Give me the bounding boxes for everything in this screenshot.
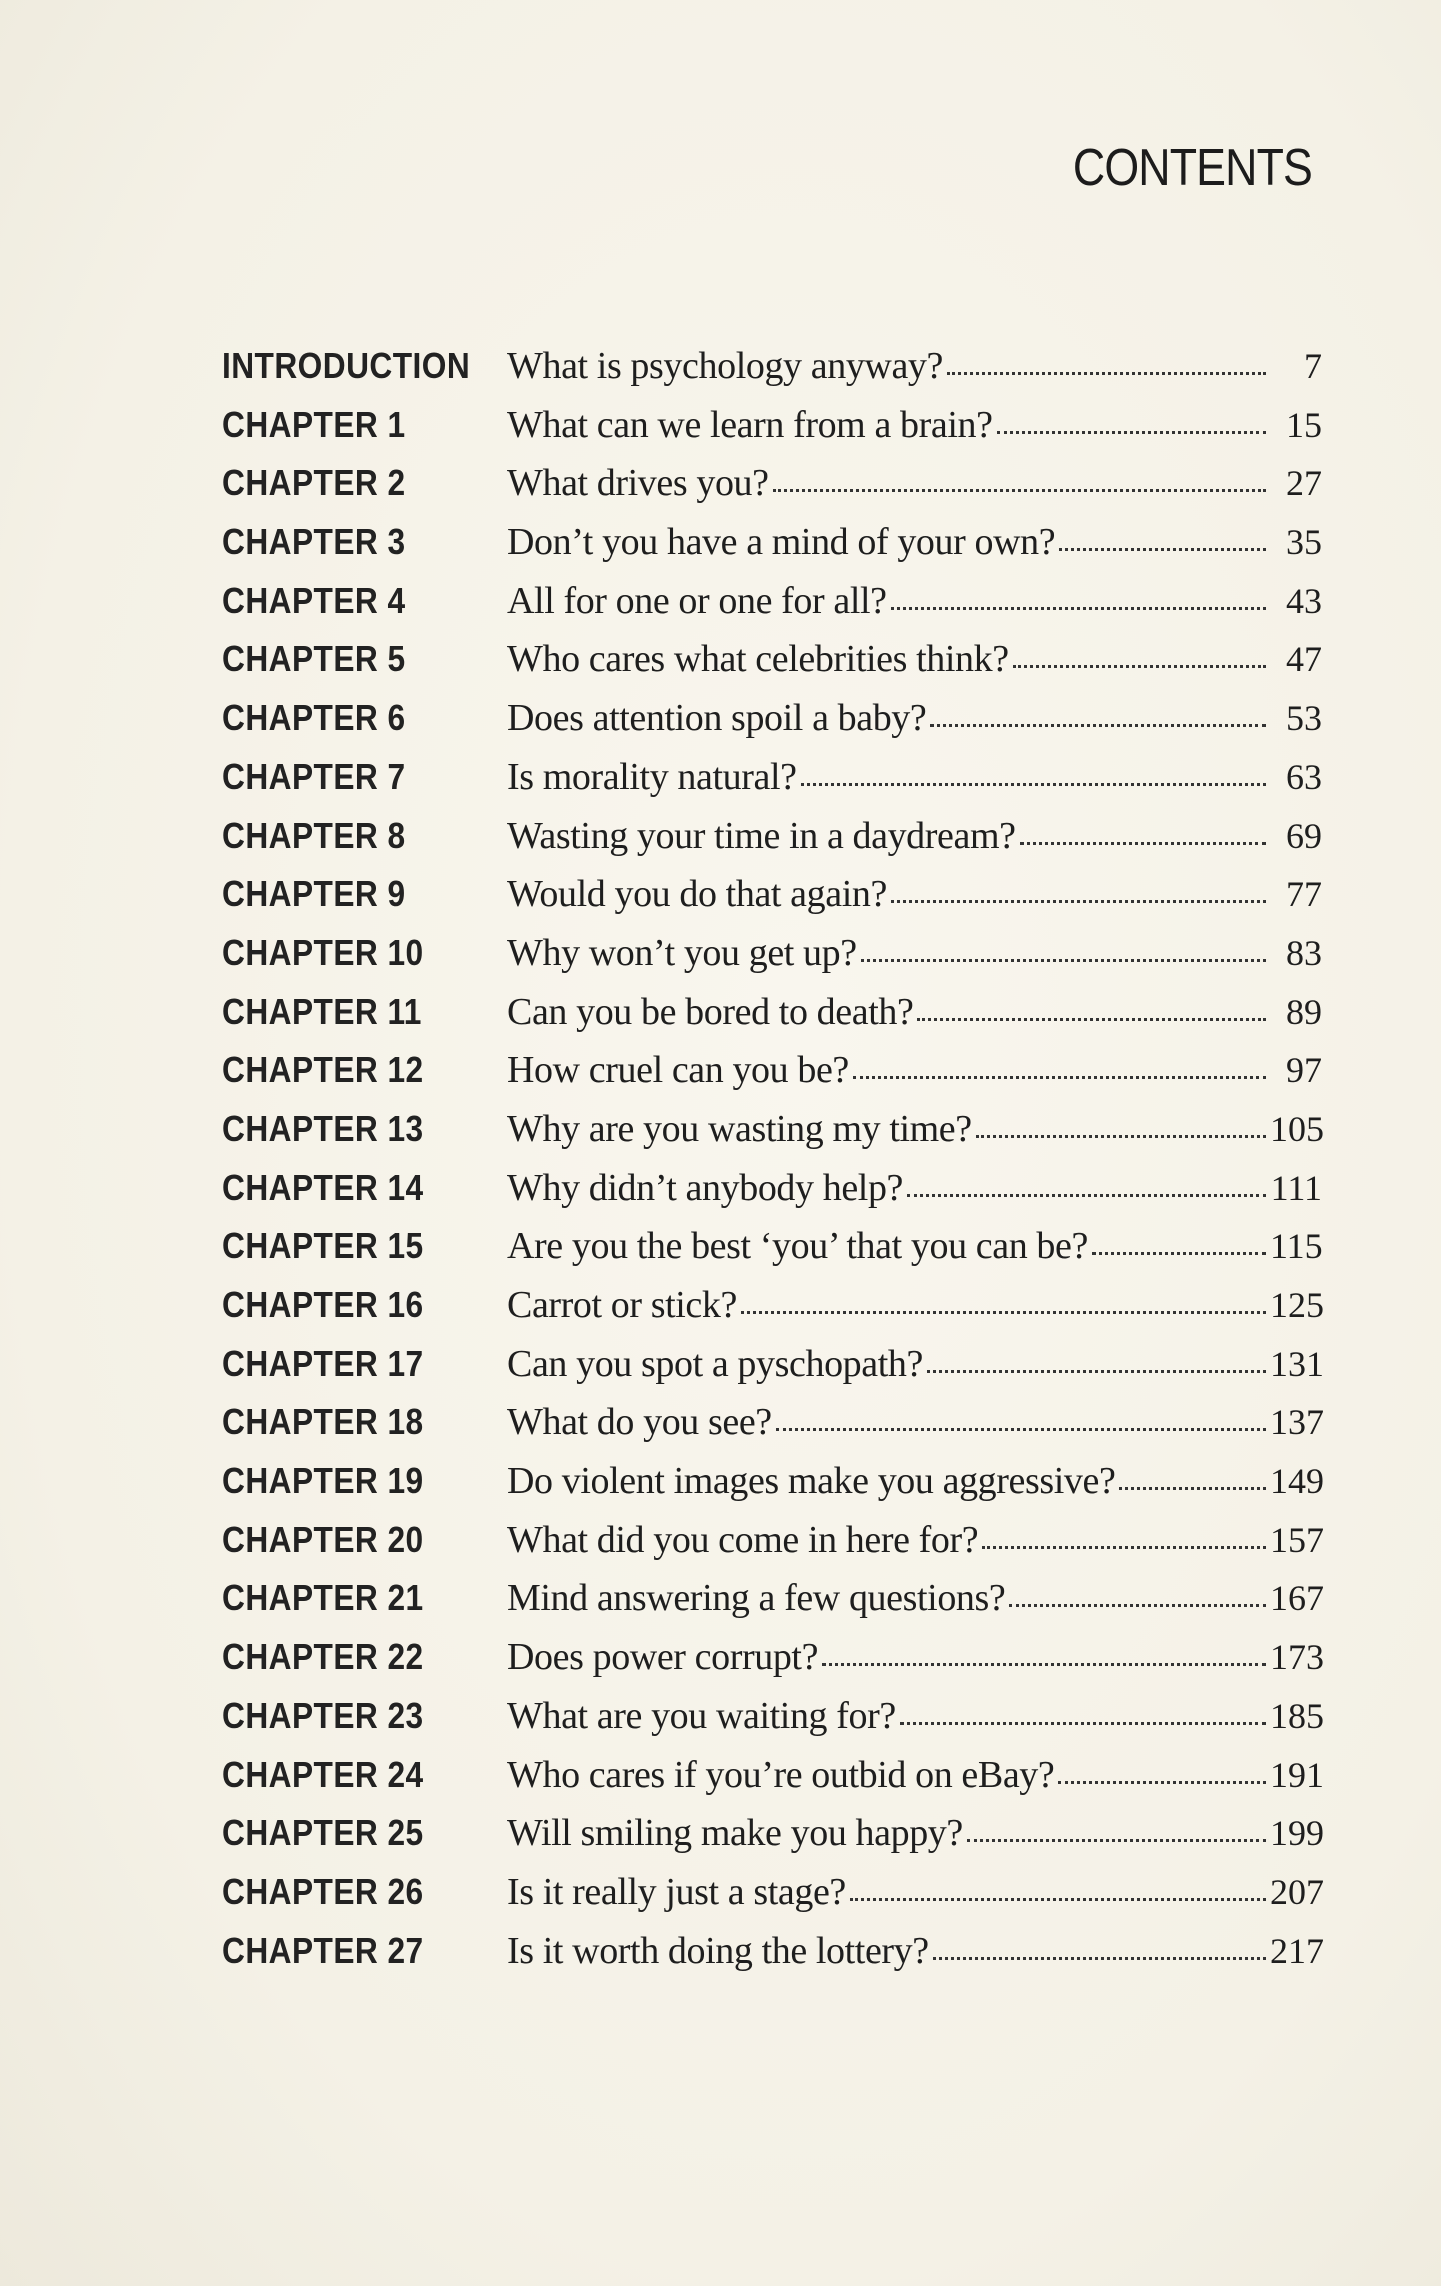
toc-row [222, 1166, 1322, 1225]
page-title: CONTENTS [1072, 139, 1312, 197]
dot-leader [933, 1957, 1266, 1960]
toc-entry [507, 872, 1322, 916]
chapter-label: CHAPTER 15 [222, 1225, 424, 1267]
chapter-label: CHAPTER 9 [222, 873, 406, 915]
chapter-title: Why are you wasting my time? [507, 1107, 972, 1150]
chapter-label: CHAPTER 6 [222, 697, 406, 739]
chapter-label: CHAPTER 7 [222, 755, 406, 797]
chapter-title: Carrot or stick? [507, 1284, 737, 1326]
chapter-label: CHAPTER 21 [222, 1577, 424, 1619]
dot-leader [976, 1135, 1266, 1138]
page-number: 157 [1270, 1519, 1324, 1560]
chapter-label: CHAPTER 17 [222, 1342, 424, 1384]
chapter-label: CHAPTER 27 [222, 1929, 424, 1971]
dot-leader [776, 1428, 1266, 1431]
page-number: 63 [1286, 756, 1322, 797]
toc-entry [507, 1576, 1322, 1620]
page-number: 149 [1270, 1461, 1324, 1502]
toc-entry [507, 814, 1322, 858]
page-number: 207 [1270, 1871, 1324, 1912]
toc-entry [507, 637, 1322, 681]
toc-entry [507, 1283, 1322, 1327]
dot-leader [1013, 665, 1266, 668]
toc-entry [507, 520, 1322, 564]
chapter-title: Do violent images make you aggressive? [507, 1460, 1116, 1503]
page-number: 7 [1304, 346, 1322, 386]
chapter-label: CHAPTER 19 [222, 1460, 424, 1502]
chapter-label: CHAPTER 2 [222, 462, 406, 504]
toc-row [222, 1224, 1322, 1283]
chapter-label: CHAPTER 22 [222, 1636, 424, 1678]
chapter-label: CHAPTER 25 [222, 1812, 424, 1854]
dot-leader [861, 959, 1266, 962]
page-number: 27 [1286, 463, 1322, 504]
toc-entry [507, 1870, 1322, 1914]
toc-entry [507, 931, 1322, 975]
chapter-title: What did you come in here for? [507, 1518, 979, 1561]
page-number: 105 [1270, 1108, 1324, 1149]
toc-entry [507, 1342, 1322, 1386]
chapter-title: Is morality natural? [507, 755, 797, 798]
dot-leader [850, 1898, 1266, 1901]
dot-leader [1020, 842, 1266, 845]
page-number: 185 [1270, 1695, 1324, 1736]
toc-entry [507, 1224, 1322, 1268]
dot-leader [967, 1839, 1266, 1842]
chapter-label: CHAPTER 23 [222, 1694, 424, 1736]
table-of-contents [222, 344, 1322, 1987]
toc-entry [507, 1048, 1322, 1092]
dot-leader [853, 1076, 1266, 1079]
toc-entry [507, 990, 1322, 1034]
toc-row [222, 1400, 1322, 1459]
page-number: 199 [1270, 1813, 1324, 1854]
toc-entry [507, 1459, 1322, 1503]
dot-leader [891, 900, 1266, 903]
toc-row [222, 1576, 1322, 1635]
chapter-label: CHAPTER 11 [222, 990, 422, 1032]
page-number: 43 [1286, 580, 1322, 621]
toc-row [222, 755, 1322, 814]
chapter-title: Does attention spoil a baby? [507, 697, 927, 740]
dot-leader [927, 1370, 1266, 1373]
page-number: 35 [1286, 522, 1322, 563]
chapter-label: INTRODUCTION [222, 345, 471, 386]
toc-row [222, 1870, 1322, 1929]
chapter-label: CHAPTER 26 [222, 1870, 424, 1912]
chapter-label: CHAPTER 1 [222, 403, 406, 445]
toc-row [222, 814, 1322, 873]
chapter-label: CHAPTER 4 [222, 579, 406, 621]
toc-row [222, 520, 1322, 579]
toc-entry [507, 1166, 1322, 1210]
toc-row [222, 1811, 1322, 1870]
dot-leader [1092, 1252, 1266, 1255]
chapter-title: What can we learn from a brain? [507, 403, 993, 446]
chapter-title: Why won’t you get up? [507, 931, 857, 974]
chapter-title: Is it really just a stage? [507, 1870, 846, 1913]
chapter-title: Mind answering a few questions? [507, 1577, 1006, 1620]
chapter-title: All for one or one for all? [507, 579, 887, 622]
dot-leader [900, 1722, 1266, 1725]
chapter-title: Don’t you have a mind of your own? [507, 521, 1056, 564]
page-number: 137 [1270, 1402, 1324, 1443]
chapter-title: Is it worth doing the lottery? [507, 1929, 929, 1972]
dot-leader [891, 607, 1266, 610]
chapter-label: CHAPTER 12 [222, 1049, 424, 1091]
dot-leader [930, 724, 1266, 727]
page-number: 125 [1270, 1285, 1324, 1325]
toc-row [222, 931, 1322, 990]
toc-entry [507, 1811, 1322, 1855]
chapter-title: Does power corrupt? [507, 1636, 819, 1679]
toc-row [222, 1459, 1322, 1518]
toc-row [222, 344, 1322, 403]
chapter-title: What drives you? [507, 462, 769, 505]
chapter-label: CHAPTER 18 [222, 1401, 424, 1443]
page-number: 83 [1286, 932, 1322, 973]
toc-row [222, 1753, 1322, 1812]
toc-entry [507, 403, 1322, 447]
toc-row [222, 1107, 1322, 1166]
toc-row [222, 1929, 1322, 1988]
toc-entry [507, 1694, 1322, 1738]
dot-leader [917, 1018, 1266, 1021]
toc-row [222, 1694, 1322, 1753]
page-number: 47 [1286, 639, 1322, 680]
toc-row [222, 1635, 1322, 1694]
dot-leader [741, 1311, 1266, 1314]
chapter-title: Will smiling make you happy? [507, 1812, 963, 1855]
dot-leader [997, 431, 1266, 434]
page-number: 111 [1270, 1167, 1322, 1208]
dot-leader [801, 783, 1266, 786]
dot-leader [1058, 1781, 1266, 1784]
toc-row [222, 696, 1322, 755]
toc-row [222, 579, 1322, 638]
toc-entry [507, 1518, 1322, 1562]
page-number: 191 [1270, 1754, 1324, 1795]
toc-row [222, 1048, 1322, 1107]
toc-row [222, 1518, 1322, 1577]
chapter-title: Are you the best ‘you’ that you can be? [507, 1225, 1088, 1268]
toc-entry [507, 1929, 1322, 1973]
chapter-title: Wasting your time in a daydream? [507, 814, 1016, 857]
chapter-title: Who cares if you’re outbid on eBay? [507, 1753, 1055, 1796]
toc-entry [507, 579, 1322, 623]
chapter-label: CHAPTER 16 [222, 1284, 424, 1325]
dot-leader [907, 1194, 1266, 1197]
page-number: 217 [1270, 1930, 1324, 1971]
chapter-label: CHAPTER 24 [222, 1753, 424, 1795]
chapter-label: CHAPTER 8 [222, 814, 406, 856]
page-number: 167 [1270, 1578, 1324, 1619]
chapter-label: CHAPTER 5 [222, 638, 406, 680]
chapter-title: Can you be bored to death? [507, 990, 914, 1033]
toc-entry [507, 1400, 1322, 1444]
chapter-label: CHAPTER 20 [222, 1518, 424, 1560]
page-number: 115 [1270, 1226, 1323, 1267]
page-number: 97 [1286, 1050, 1322, 1091]
page-number: 15 [1286, 404, 1322, 445]
chapter-title: What are you waiting for? [507, 1694, 896, 1737]
chapter-title: Who cares what celebrities think? [507, 638, 1009, 681]
dot-leader [982, 1546, 1266, 1549]
chapter-label: CHAPTER 10 [222, 931, 424, 973]
toc-entry [507, 1107, 1322, 1151]
chapter-label: CHAPTER 3 [222, 521, 406, 563]
page-number: 69 [1286, 815, 1322, 856]
toc-entry [507, 696, 1322, 740]
toc-entry [507, 755, 1322, 799]
chapter-title: What do you see? [507, 1401, 772, 1444]
page-number: 53 [1286, 698, 1322, 739]
dot-leader [822, 1663, 1266, 1666]
toc-row [222, 1342, 1322, 1401]
toc-entry [507, 1635, 1322, 1679]
page-number: 77 [1286, 874, 1322, 915]
page-number: 173 [1270, 1637, 1324, 1678]
dot-leader [1119, 1487, 1266, 1490]
toc-entry [507, 1753, 1322, 1797]
toc-row [222, 637, 1322, 696]
chapter-title: Would you do that again? [507, 873, 887, 916]
chapter-title: Why didn’t anybody help? [507, 1166, 904, 1209]
toc-row [222, 1283, 1322, 1342]
toc-row [222, 461, 1322, 520]
chapter-label: CHAPTER 13 [222, 1107, 424, 1149]
page-number: 131 [1270, 1343, 1324, 1384]
chapter-label: CHAPTER 14 [222, 1166, 424, 1208]
toc-row [222, 990, 1322, 1049]
chapter-title: What is psychology anyway? [507, 345, 943, 387]
toc-entry [507, 344, 1322, 388]
chapter-title: How cruel can you be? [507, 1049, 849, 1092]
dot-leader [1059, 548, 1266, 551]
dot-leader [947, 372, 1266, 375]
page-number: 89 [1286, 991, 1322, 1032]
toc-entry [507, 461, 1322, 505]
dot-leader [1009, 1604, 1266, 1607]
toc-row [222, 872, 1322, 931]
dot-leader [773, 489, 1266, 492]
toc-row [222, 403, 1322, 462]
chapter-title: Can you spot a pyschopath? [507, 1342, 923, 1385]
